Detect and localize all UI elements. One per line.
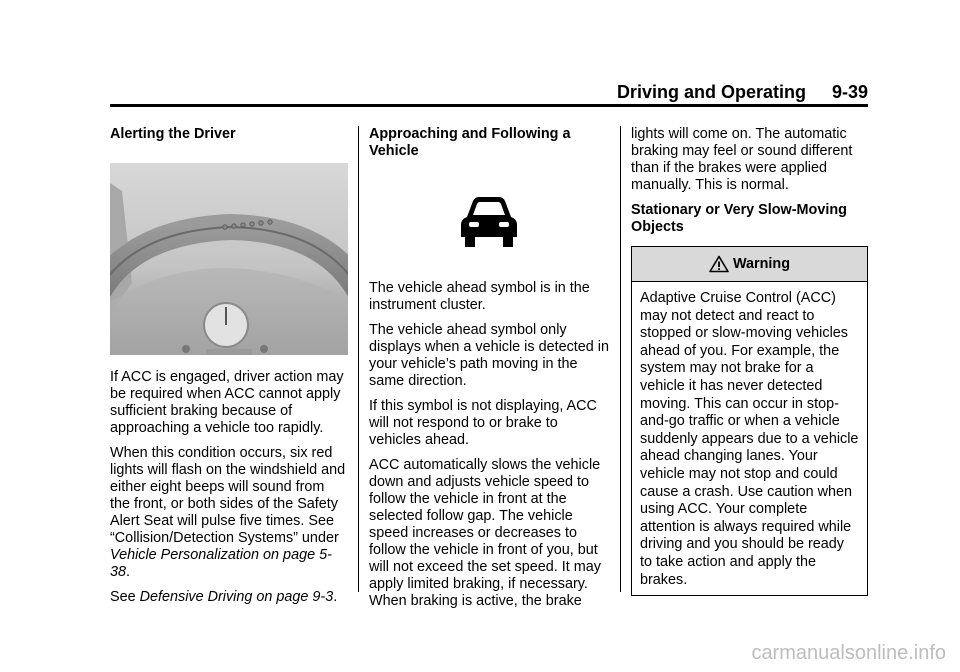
warning-triangle-icon	[709, 255, 729, 273]
defensive-driving-link[interactable]: Defensive Driving on page 9-3	[139, 589, 334, 605]
column-1	[110, 126, 348, 614]
brake-lights-text: lights will come on. The automatic braking may feel or sound different than if the brakes were applied manually. This is normal.	[631, 126, 853, 193]
heading-approaching-following: Approaching and Following a Vehicle	[369, 126, 571, 159]
vehicle-personalization-link[interactable]: Vehicle Personalization on page 5-38	[110, 547, 332, 580]
section-title: Driving and Operating	[616, 82, 806, 102]
heading-alerting-driver: Alerting the Driver	[110, 126, 236, 142]
heading-stationary-objects: Stationary or Very Slow-Moving Objects	[631, 202, 847, 235]
warning-text: Adaptive Cruise Control (ACC) may not detect and react to stopped or slow-moving vehicles ahead of you. For example, the system may not brake for a vehicle it has never detected moving. This can occur in stop-and-go traffic or when a vehicle suddenly appears due to a vehicle ahead changing lanes. Your vehicle may not stop and could cause a crash. Use caution when using ACC. Your complete attention is always required while driving and you should be ready to take action and apply the brakes.	[640, 290, 859, 588]
warning-header	[632, 247, 867, 282]
header-rule	[110, 104, 868, 107]
defensive-driving-ref: See Defensive Driving on page 9-3.	[110, 589, 338, 605]
symbol-location-text: The vehicle ahead symbol is in the instrument cluster.	[369, 280, 590, 313]
column-3	[631, 126, 868, 596]
column-2	[369, 126, 609, 618]
acc-slowing-text: ACC automatically slows the vehicle down and adjusts vehicle speed to follow the vehicle in front at the selected follow gap. The vehicle speed increases or decreases to follow the vehicle in front of you, but will not exceed the set speed. It may apply limited braking, if necessary. When braking is active, the brake	[369, 457, 601, 609]
page-number: 9-39	[831, 82, 868, 102]
page-header	[110, 80, 868, 104]
column-divider	[620, 126, 621, 592]
alert-description: When this condition occurs, six red lights will flash on the windshield and either eight beeps will sound from the front, or both sides of the Safety Alert Seat will pulse five times. See “Collision/Detection Systems” under Vehicle Personalization on page 5-38.	[110, 445, 346, 580]
acc-intervention-text: If ACC is engaged, driver action may be required when ACC cannot apply sufficient braking because of approaching a vehicle too rapidly.	[110, 369, 344, 436]
symbol-display-text: The vehicle ahead symbol only displays when a vehicle is detected in your vehicle’s path moving in the same direction.	[369, 322, 609, 389]
column-divider	[358, 126, 359, 592]
windshield-alert-photo	[110, 163, 348, 355]
vehicle-ahead-icon	[459, 193, 519, 249]
warning-title: Warning	[732, 256, 791, 272]
warning-box	[631, 246, 868, 596]
symbol-absent-text: If this symbol is not displaying, ACC will not respond to or brake to vehicles ahead.	[369, 398, 597, 448]
symbol-area	[369, 178, 609, 264]
watermark: carmanualsonline.info	[751, 642, 946, 664]
